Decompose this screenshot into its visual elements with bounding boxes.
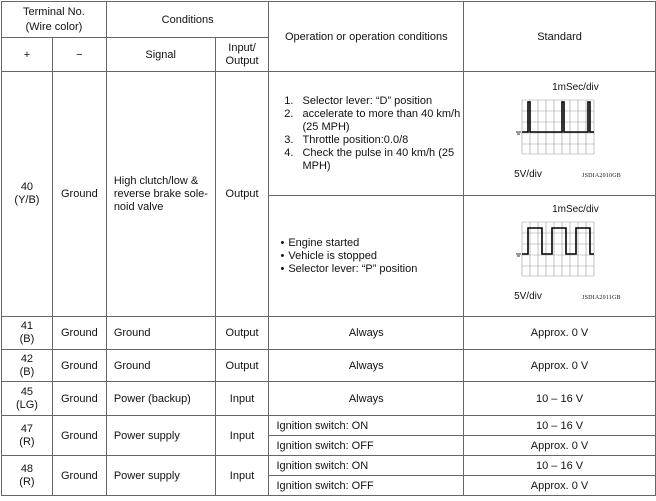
condition-bullet: • Vehicle is stopped — [290, 250, 463, 263]
figure-code: JSDIA2011GB — [582, 295, 621, 301]
condition-step: 2. accelerate to more than 40 km/h (25 MPH) — [296, 108, 463, 134]
terminal-40-ground: Ground — [52, 72, 106, 317]
condition-step: 3. Throttle position:0.0/8 — [296, 134, 463, 147]
condition-steps — [269, 95, 463, 173]
figure-code: JSDIA2010GB — [582, 172, 621, 179]
condition-bullet: • Selector lever: “P” position — [290, 263, 463, 276]
terminal-48-standard-on: 10 – 16 V — [464, 456, 656, 476]
terminal-40-standard-2 — [464, 196, 656, 317]
terminal-48-standard-off: Approx. 0 V — [464, 476, 656, 496]
terminal-42-ground: Ground — [52, 350, 106, 382]
terminal-45-ground: Ground — [52, 382, 106, 416]
header-io: Input/ Output — [215, 38, 269, 72]
oscilloscope-pulse — [514, 81, 632, 184]
condition-step: 4. Check the pulse in 40 km/h (25 MPH) — [296, 147, 463, 173]
scope-time-label: 1mSec/div — [552, 204, 599, 215]
terminal-spec-table — [1, 1, 656, 496]
terminal-45: 45 (LG) — [2, 382, 53, 416]
scope-volt-label: 5V/div — [514, 291, 542, 302]
terminal-47-io: Input — [215, 416, 269, 456]
terminal-41-signal: Ground — [106, 317, 215, 350]
scope-volt-label: 5V/div — [514, 168, 542, 180]
terminal-48: 48 (R) — [2, 456, 53, 496]
terminal-40-signal: High clutch/low & reverse brake sole- noid valve — [106, 72, 215, 317]
terminal-47: 47 (R) — [2, 416, 53, 456]
header-minus: − — [52, 38, 106, 72]
terminal-47-signal: Power supply — [106, 416, 215, 456]
terminal-47-standard-on: 10 – 16 V — [464, 416, 656, 436]
terminal-47-operation-on: Ignition switch: ON — [269, 416, 464, 436]
terminal-40-io: Output — [215, 72, 269, 317]
terminal-45-signal: Power (backup) — [106, 382, 215, 416]
header-standard: Standard — [464, 2, 656, 72]
condition-bullet: • Engine started — [290, 237, 463, 250]
scope-pulse-waveform — [514, 96, 596, 168]
terminal-48-operation-off: Ignition switch: OFF — [269, 476, 464, 496]
header-signal: Signal — [106, 38, 215, 72]
scope-square-waveform — [514, 218, 596, 290]
terminal-40-condition-2 — [269, 196, 464, 317]
terminal-41-operation: Always — [269, 317, 464, 350]
condition-bullets — [276, 237, 463, 276]
terminal-45-standard: 10 – 16 V — [464, 382, 656, 416]
terminal-47-standard-off: Approx. 0 V — [464, 436, 656, 456]
terminal-42-operation: Always — [269, 350, 464, 382]
header-plus: + — [2, 38, 53, 72]
terminal-40-standard-1 — [464, 72, 656, 196]
terminal-45-operation: Always — [269, 382, 464, 416]
terminal-47-ground: Ground — [52, 416, 106, 456]
oscilloscope-square — [514, 206, 632, 306]
terminal-41: 41 (B) — [2, 317, 53, 350]
terminal-42-standard: Approx. 0 V — [464, 350, 656, 382]
terminal-40-condition-1 — [269, 72, 464, 196]
terminal-41-standard: Approx. 0 V — [464, 317, 656, 350]
terminal-41-io: Output — [215, 317, 269, 350]
header-operation: Operation or operation conditions — [269, 2, 464, 72]
terminal-48-operation-on: Ignition switch: ON — [269, 456, 464, 476]
terminal-41-ground: Ground — [52, 317, 106, 350]
terminal-42: 42 (B) — [2, 350, 53, 382]
terminal-42-signal: Ground — [106, 350, 215, 382]
terminal-47-operation-off: Ignition switch: OFF — [269, 436, 464, 456]
header-conditions: Conditions — [106, 2, 269, 38]
condition-step: 1. Selector lever: “D” position — [296, 95, 463, 108]
terminal-45-io: Input — [215, 382, 269, 416]
header-terminal: Terminal No. (Wire color) — [2, 2, 107, 38]
terminal-48-signal: Power supply — [106, 456, 215, 496]
terminal-48-ground: Ground — [52, 456, 106, 496]
terminal-48-io: Input — [215, 456, 269, 496]
scope-time-label: 1mSec/div — [552, 81, 599, 93]
terminal-42-io: Output — [215, 350, 269, 382]
terminal-40: 40 (Y/B) — [2, 72, 53, 317]
